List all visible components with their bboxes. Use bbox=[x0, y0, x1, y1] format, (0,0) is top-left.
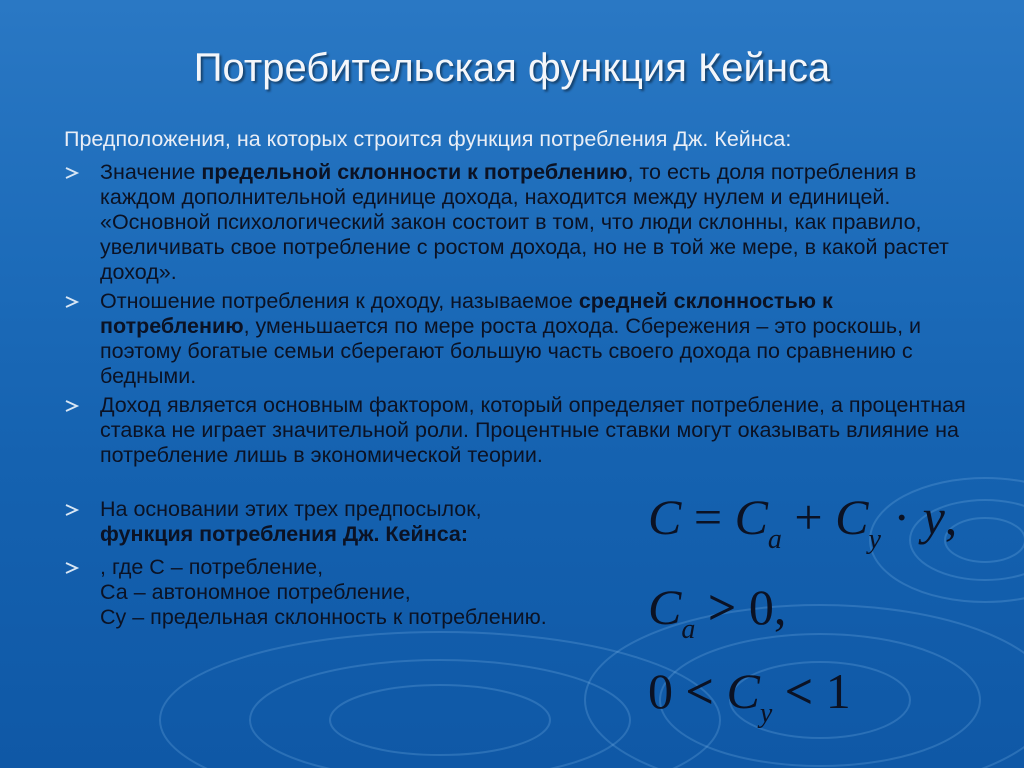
formula-subscript: y bbox=[759, 698, 773, 729]
bullet-text: Значение bbox=[100, 160, 202, 184]
chevron-bullet-icon bbox=[64, 399, 80, 413]
formula-punctuation: , bbox=[773, 579, 787, 635]
formula-symbol: C bbox=[648, 579, 682, 635]
formula-operator: < bbox=[784, 663, 814, 719]
formula-number: 0 bbox=[748, 579, 774, 635]
bullet-bold-term: функция потребления Дж. Кейнса: bbox=[100, 522, 469, 546]
formula-number: 1 bbox=[825, 663, 851, 719]
bullet-text: Доход является основным фактором, который определяет потребление, а процентная ставка не играет значительной роли. Процентные ставки могут оказывать влияние на потребление лишь в экономической теории. bbox=[100, 393, 966, 467]
formula-symbol: C bbox=[734, 489, 768, 545]
formula-operator: = bbox=[693, 489, 723, 545]
formula-marginal-bounds bbox=[648, 656, 851, 735]
bullet-marginal-propensity bbox=[100, 160, 960, 285]
formula-symbol: C bbox=[648, 489, 682, 545]
formula-operator: + bbox=[794, 489, 823, 545]
formula-operator: < bbox=[685, 663, 714, 719]
formula-operator: · bbox=[893, 489, 911, 545]
slide-title: Потребительская функция Кейнса bbox=[193, 46, 831, 90]
formula-subscript: a bbox=[681, 614, 696, 645]
formula-symbol: C bbox=[726, 663, 760, 719]
bullet-bold-term: предельной склонности к потреблению bbox=[201, 160, 628, 184]
formula-operator: > bbox=[707, 579, 737, 635]
formula-symbol: y bbox=[922, 489, 945, 545]
chevron-bullet-icon bbox=[64, 166, 80, 180]
formula-autonomous-positive bbox=[648, 572, 786, 651]
bullet-text: Отношение потребления к доходу, называемое bbox=[100, 289, 579, 313]
chevron-bullet-icon bbox=[64, 561, 80, 575]
formula-number: 0 bbox=[648, 663, 673, 719]
formula-subscript: y bbox=[868, 524, 881, 555]
chevron-bullet-icon bbox=[64, 503, 80, 517]
bullet-average-propensity bbox=[100, 289, 960, 389]
formula-consumption-function bbox=[648, 482, 957, 561]
bullet-premises bbox=[100, 497, 620, 547]
definition-marginal: Су – предельная склонность к потреблению. bbox=[100, 605, 547, 629]
bullet-text: , уменьшается по мере роста дохода. Сбережения – это роскошь, и поэтому богатые семьи сберегают большую часть своего дохода по сравнению с бедными. bbox=[100, 314, 922, 388]
bullet-definitions bbox=[100, 555, 640, 630]
bullet-bold-term: средней склонностью к потреблению bbox=[100, 289, 833, 338]
formula-punctuation: , bbox=[944, 489, 958, 545]
bullet-income-factor bbox=[100, 393, 970, 468]
bullet-text: На основании этих трех предпосылок, bbox=[100, 497, 482, 521]
formula-subscript: a bbox=[767, 524, 782, 555]
chevron-bullet-icon bbox=[64, 295, 80, 309]
intro-text: Предположения, на которых строится функция потребления Дж. Кейнса: bbox=[64, 127, 792, 151]
bullet-text: , то есть доля потребления в каждом дополнительной единице дохода, находится между нулем и единицей. «Основной психологический закон состоит в том, что люди склонны, как правило, увеличивать свое потребление с ростом дохода, но не в той же мере, в какой растет доход». bbox=[100, 160, 949, 284]
formula-symbol: C bbox=[835, 489, 869, 545]
definition-consumption: , где С – потребление, bbox=[100, 555, 324, 579]
definition-autonomous: Са – автономное потребление, bbox=[100, 580, 411, 604]
